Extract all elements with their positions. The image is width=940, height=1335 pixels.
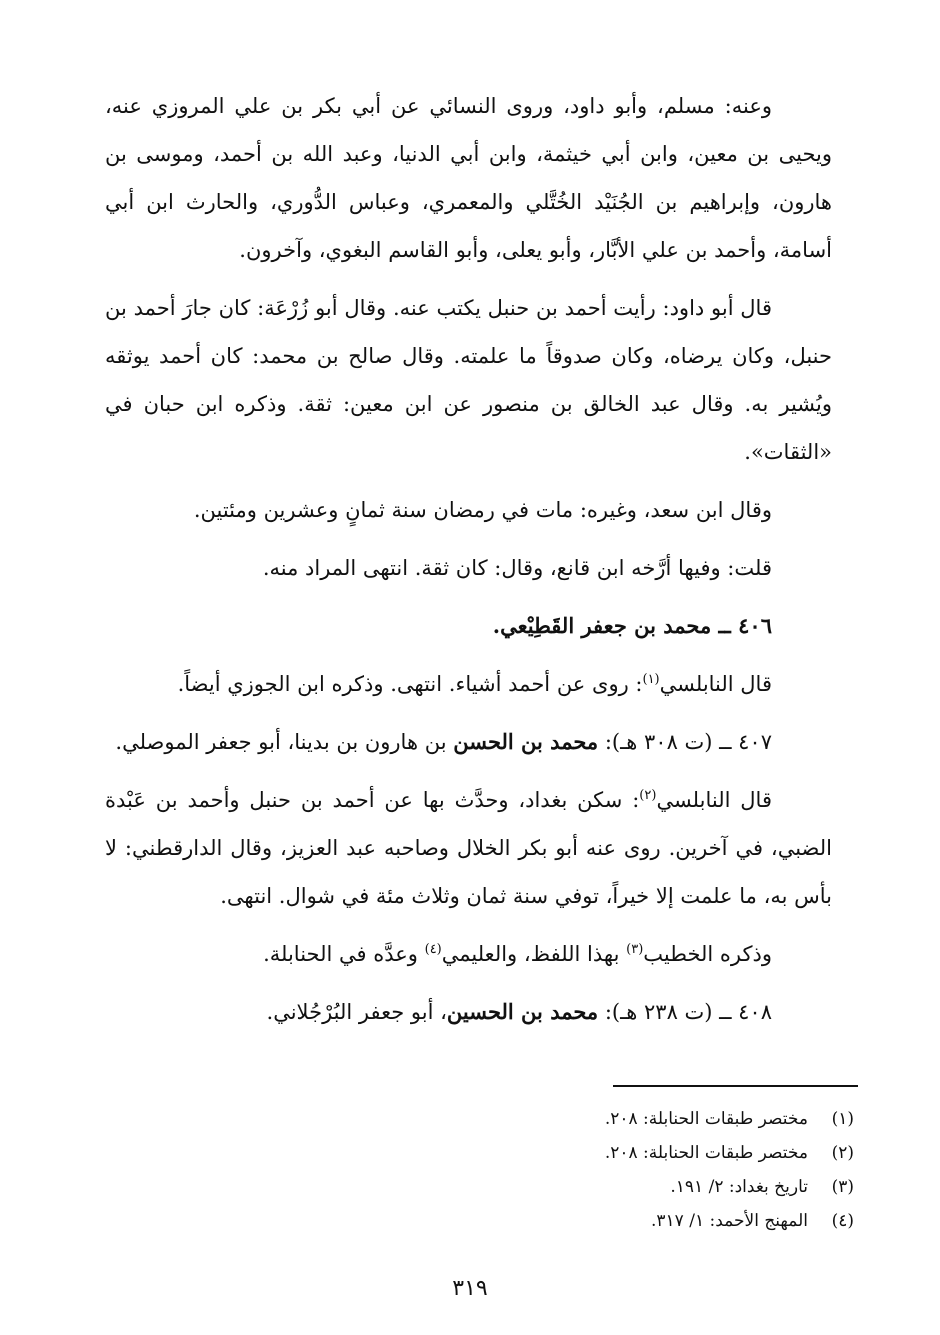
khatib-text-b: بهذا اللفظ، والعليمي <box>441 942 627 966</box>
entry-407-heading <box>105 718 832 766</box>
entry-407-name: محمد بن الحسن <box>453 729 599 754</box>
paragraph-death: وقال ابن سعد، وغيره: مات في رمضان سنة ثمانٍ وعشرين ومئتين. <box>193 498 772 522</box>
entry-408-heading <box>105 988 832 1036</box>
footnote-separator <box>613 1085 858 1087</box>
khatib-text-c: وعدَّه في الحنابلة. <box>263 942 425 966</box>
entry-408-rest: ، أبو جعفر البُرْجُلاني. <box>266 1000 447 1024</box>
footnote-ref-4: (٤) <box>424 942 442 957</box>
footnote-item <box>105 1136 854 1170</box>
footnote-text: المهنج الأحمد: ١/ ٣١٧. <box>651 1211 808 1231</box>
paragraph-narrators: وعنه: مسلم، وأبو داود، وروى النسائي عن أبي بكر بن علي المروزي عنه، ويحيى بن معين، وابن أبي خيثمة، وابن أبي الدنيا، وعبد الله بن أحمد، وموسى بن هارون، وإبراهيم بن الجُنَيْد الخُتَّلي والمعمري، وعباس الدُّوري، والحارث ابن أبي أسامة، وأحمد بن علي الأبَّار، وأبو يعلى، وأبو القاسم البغوي، وآخرون. <box>105 94 832 262</box>
entry-406-heading: ٤٠٦ ــ محمد بن جعفر القَطِيْعي. <box>492 613 772 638</box>
footnote-item <box>105 1102 854 1136</box>
entry-407-khatib <box>105 930 832 978</box>
entry-406-text <box>105 660 832 708</box>
footnote-text: تاريخ بغداد: ٢/ ١٩١. <box>670 1177 808 1197</box>
entry-407-text-a: قال النابلسي <box>656 788 772 812</box>
footnote-ref-1: (١) <box>642 672 660 687</box>
entry-408-name: محمد بن الحسين <box>446 999 599 1024</box>
footnote-item <box>105 1170 854 1204</box>
entry-407-text-b: : سكن بغداد، وحدَّث بها عن أحمد بن حنبل وأحمد بن عَبْدة الضبي، في آخرين. روى عنه أبو بكر الخلال وصاحبه عبد العزيز، وقال الدارقطني: لا بأس به، ما علمت إلا خيراً، توفي سنة ثمان وثلاث مئة في شوال. انتهى. <box>105 788 832 908</box>
paragraph-gradings: قال أبو داود: رأيت أحمد بن حنبل يكتب عنه. وقال أبو زُرْعَة: كان جارَ أحمد بن حنبل، وكان يرضاه، وكان صدوقاً ما علمته. وقال صالح بن محمد: كان أحمد يوثقه ويُشير به. وقال عبد الخالق بن منصور عن ابن معين: ثقة. وذكره ابن حبان في «الثقات». <box>105 296 832 464</box>
paragraph-note: قلت: وفيها أرَّخه ابن قانع، وقال: كان ثقة. انتهى المراد منه. <box>262 556 772 580</box>
footnote-number: (٣) <box>831 1177 854 1197</box>
footnote-number: (١) <box>831 1109 854 1129</box>
page-number: ٣١٩ <box>452 1276 488 1301</box>
entry-406-text-b: : روى عن أحمد أشياء. انتهى. وذكره ابن الجوزي أيضاً. <box>177 672 643 696</box>
entry-408-number: ٤٠٨ ــ (ت ٢٣٨ هـ): <box>598 1000 772 1024</box>
footnote-ref-2: (٢) <box>639 788 657 803</box>
footnote-ref-3: (٣) <box>626 942 644 957</box>
khatib-text-a: وذكره الخطيب <box>643 942 772 966</box>
footnote-item <box>105 1204 854 1238</box>
footnote-text: مختصر طبقات الحنابلة: ٢٠٨. <box>604 1143 808 1163</box>
entry-407-rest: بن هارون بن بدينا، أبو جعفر الموصلي. <box>115 730 454 754</box>
main-text <box>105 82 832 1046</box>
footnote-number: (٢) <box>831 1143 854 1163</box>
entry-407-number: ٤٠٧ ــ (ت ٣٠٨ هـ): <box>598 730 772 754</box>
entry-406-text-a: قال النابلسي <box>659 672 772 696</box>
footnote-text: مختصر طبقات الحنابلة: ٢٠٨. <box>604 1109 808 1129</box>
footnote-number: (٤) <box>831 1211 854 1231</box>
entry-407-text <box>105 776 832 920</box>
footnotes <box>105 1102 854 1238</box>
